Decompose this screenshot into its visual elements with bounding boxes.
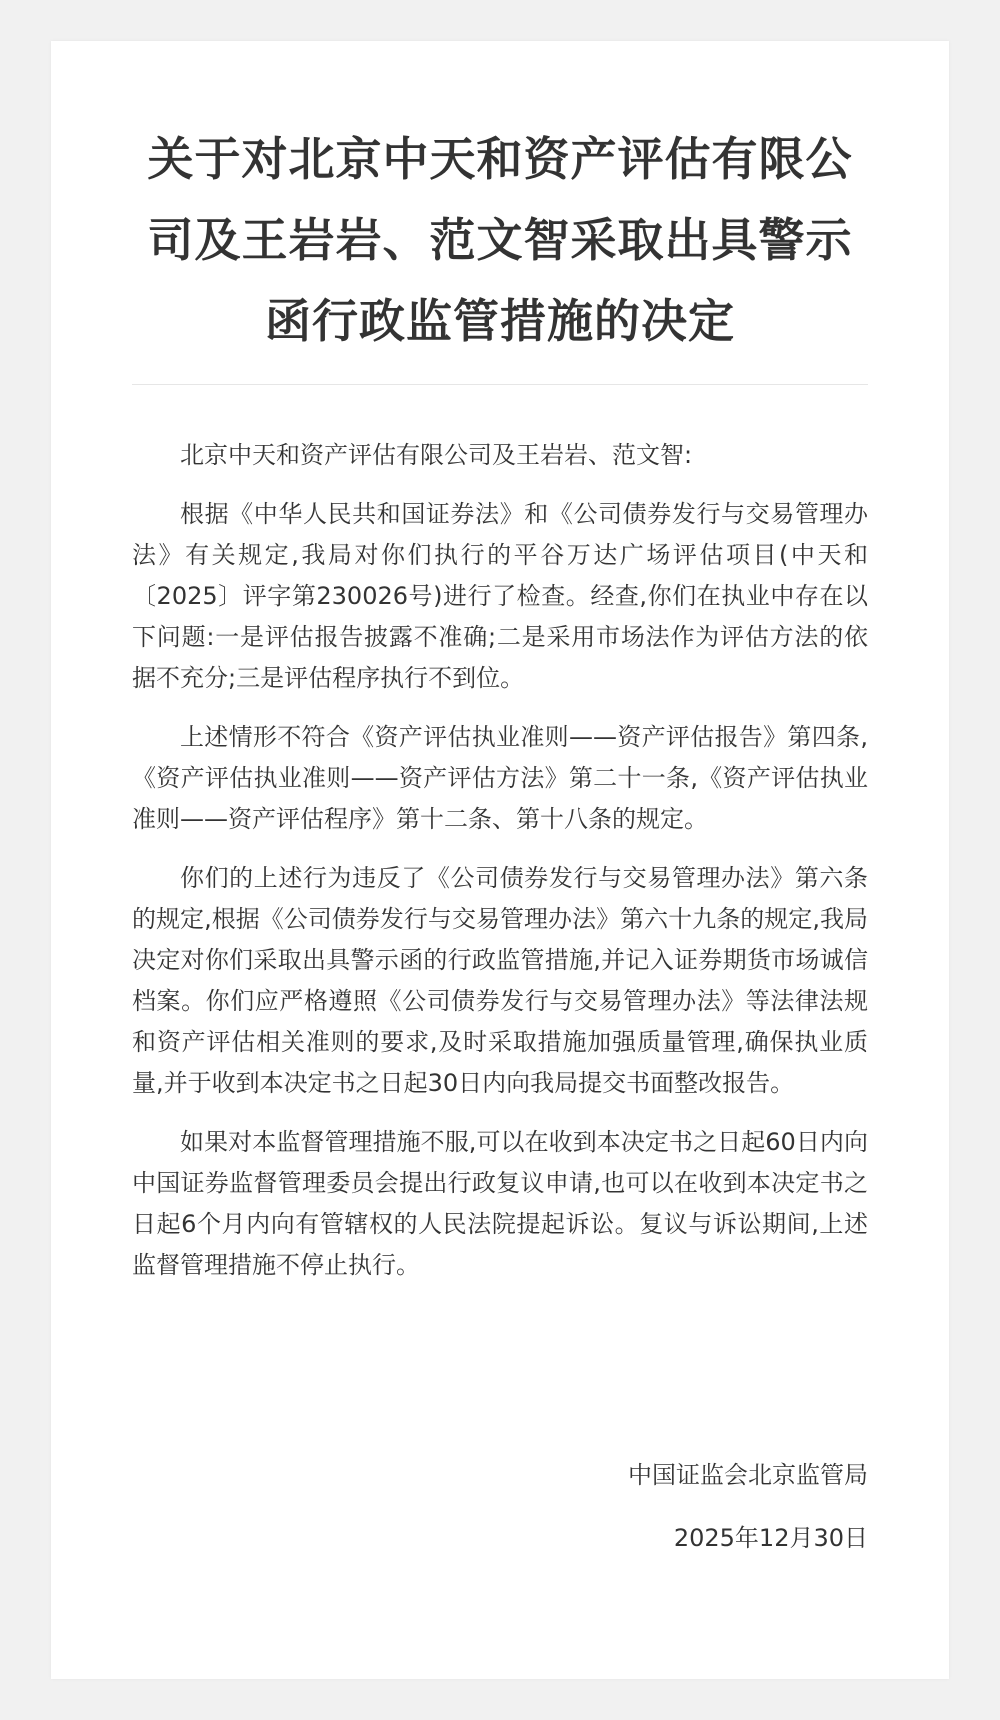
body-paragraph-violations: 上述情形不符合《资产评估执业准则——资产评估报告》第四条,《资产评估执业准则——资产评估方法》第二十一条,《资产评估执业准则——资产评估程序》第十二条、第十八条的规定。 [132,723,868,833]
addressee-paragraph: 北京中天和资产评估有限公司及王岩岩、范文智: [180,441,693,469]
title-divider [132,384,868,385]
issuer-signature: 中国证监会北京监管局 [628,1461,868,1489]
body-paragraph-measures: 你们的上述行为违反了《公司债券发行与交易管理办法》第六条的规定,根据《公司债券发行与交易管理办法》第六十九条的规定,我局决定对你们采取出具警示函的行政监管措施,并记入证券期货市场诚信档案。你们应严格遵照《公司债券发行与交易管理办法》等法律法规和资产评估相关准则的要求,及时采取措施加强质量管理,确保执业质量,并于收到本决定书之日起30日内向我局提交书面整改报告。 [132,864,868,1097]
document-paper [51,41,949,1679]
body-paragraph-appeal: 如果对本监督管理措施不服,可以在收到本决定书之日起60日内向中国证券监督管理委员会提出行政复议申请,也可以在收到本决定书之日起6个月内向有管辖权的人民法院提起诉讼。复议与诉讼期间,上述监督管理措施不停止执行。 [132,1128,868,1279]
issue-date: 2025年12月30日 [673,1524,868,1552]
document-title: 关于对北京中天和资产评估有限公司及王岩岩、范文智采取出具警示函行政监管措施的决定 [147,132,853,348]
document-body [132,435,868,1286]
body-paragraph-inspection: 根据《中华人民共和国证券法》和《公司债券发行与交易管理办法》有关规定,我局对你们执行的平谷万达广场评估项目(中天和〔2025〕评字第230026号)进行了检查。经查,你们在执业中存在以下问题:一是评估报告披露不准确;二是采用市场法作为评估方法的依据不充分;三是评估程序执行不到位。 [132,500,868,692]
